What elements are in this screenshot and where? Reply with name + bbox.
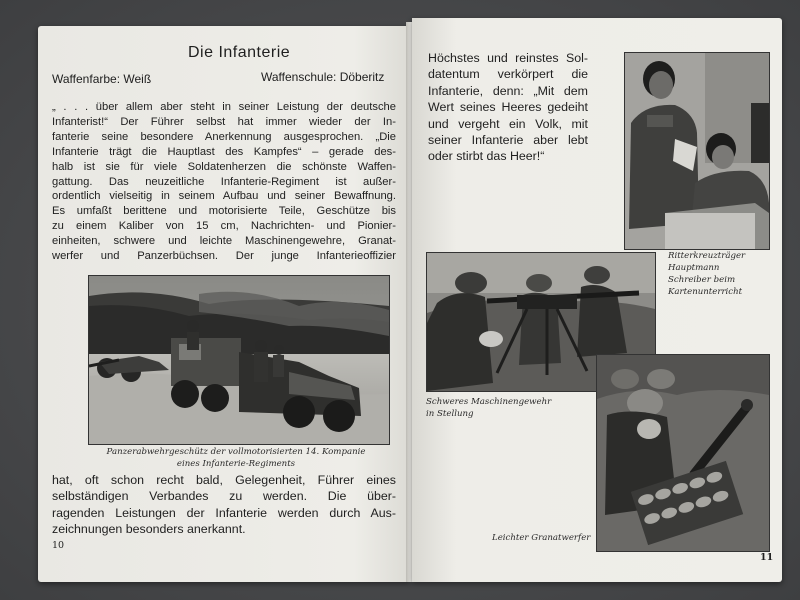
waffenfarbe-label: Waffenfarbe: Weiß bbox=[52, 72, 152, 86]
continuation-paragraph bbox=[52, 472, 396, 538]
paragraph-line: zeichnungen besonders anerkannt. bbox=[52, 522, 246, 537]
paragraph-line: fanterie seine besondere Anerkennung ausgesprochen. „Die bbox=[52, 130, 396, 143]
mortar-caption: Leichter Granatwerfer bbox=[492, 533, 591, 543]
quote-line: Infanterie, denn: „Mit dem bbox=[428, 83, 588, 98]
page-title: Die Infanterie bbox=[188, 44, 291, 61]
machine-gun-caption bbox=[426, 396, 606, 420]
antitank-gun-image bbox=[89, 276, 389, 444]
paragraph-line: ragenden Leistungen der Infanterie werden durch Aus- bbox=[52, 505, 396, 520]
paragraph-line: gattung. Das neuzeitliche Infanterie-Regiment ist außer- bbox=[52, 175, 396, 188]
caption-line: Panzerabwehrgeschütz der vollmotorisierten 14. Kompanie bbox=[106, 447, 366, 457]
page-number-right: 11 bbox=[760, 552, 774, 563]
caption-line: Kartenunterricht bbox=[668, 287, 743, 297]
antitank-caption bbox=[78, 446, 394, 470]
paragraph-line: selbständigen Verbandes zu werden. Die über- bbox=[52, 489, 396, 504]
intro-paragraph bbox=[52, 100, 396, 264]
open-booklet bbox=[38, 18, 786, 588]
officer-map-image bbox=[625, 53, 769, 249]
officer-caption bbox=[668, 250, 772, 298]
waffenschule-label: Waffenschule: Döberitz bbox=[261, 70, 385, 84]
paragraph-line: zu einem Kaliber von 15 cm, Nachrichten- und Pionier- bbox=[52, 220, 396, 233]
quote-line: Höchstes und reinstes Sol- bbox=[428, 51, 588, 65]
paragraph-line: halb ist sie für viele Soldatenherzen die schönste Waffen- bbox=[52, 160, 396, 173]
caption-line: eines Infanterie-Regiments bbox=[176, 459, 296, 469]
paragraph-line: einheiten, schwere und leichte Maschinengewehre, Granat- bbox=[52, 235, 396, 248]
page-number-left: 10 bbox=[52, 540, 65, 551]
quote-line: und vergeht ein Volk, mit bbox=[428, 116, 588, 131]
paragraph-line: Infanterie trägt die Hauptlast des Kampfes“ – gerade des- bbox=[52, 145, 396, 158]
caption-line: Hauptmann bbox=[668, 263, 720, 273]
paragraph-line: Infanterist!“ Der Führer selbst hat immer wieder der In- bbox=[52, 115, 396, 128]
caption-line: Schweres Maschinengewehr bbox=[426, 397, 552, 407]
quote-line: seiner Infanterie aber lebt bbox=[428, 133, 588, 148]
caption-line: Schreiber beim bbox=[668, 275, 736, 285]
quote-paragraph bbox=[428, 50, 588, 165]
right-page bbox=[412, 18, 782, 582]
quote-line: Wert seines Heeres gedeiht bbox=[428, 100, 588, 115]
left-page bbox=[38, 26, 410, 582]
paragraph-line: werfer und Panzerbüchsen. Der junge Infanterieoffizier bbox=[52, 250, 396, 263]
officer-map-photo bbox=[624, 52, 770, 250]
quote-line: datentum verkörpert die bbox=[428, 67, 588, 82]
mortar-image bbox=[597, 355, 769, 551]
paragraph-line: ordentlich vielseitig in seinem Aufbau und seiner Bewaffnung. bbox=[52, 190, 396, 203]
quote-line: oder stirbt das Heer!“ bbox=[428, 149, 545, 164]
caption-line: in Stellung bbox=[426, 409, 474, 419]
paragraph-line: hat, oft schon recht bald, Gelegenheit, Führer eines bbox=[52, 473, 396, 487]
mortar-photo bbox=[596, 354, 770, 552]
paragraph-line: Es umfaßt berittene und motorisierte Teile, Geschütze bis bbox=[52, 205, 396, 218]
antitank-gun-photo bbox=[88, 275, 390, 445]
paragraph-line: „ . . . über allem aber steht in seiner Leistung der deutsche bbox=[52, 101, 396, 113]
caption-line: Ritterkreuzträger bbox=[668, 251, 746, 261]
